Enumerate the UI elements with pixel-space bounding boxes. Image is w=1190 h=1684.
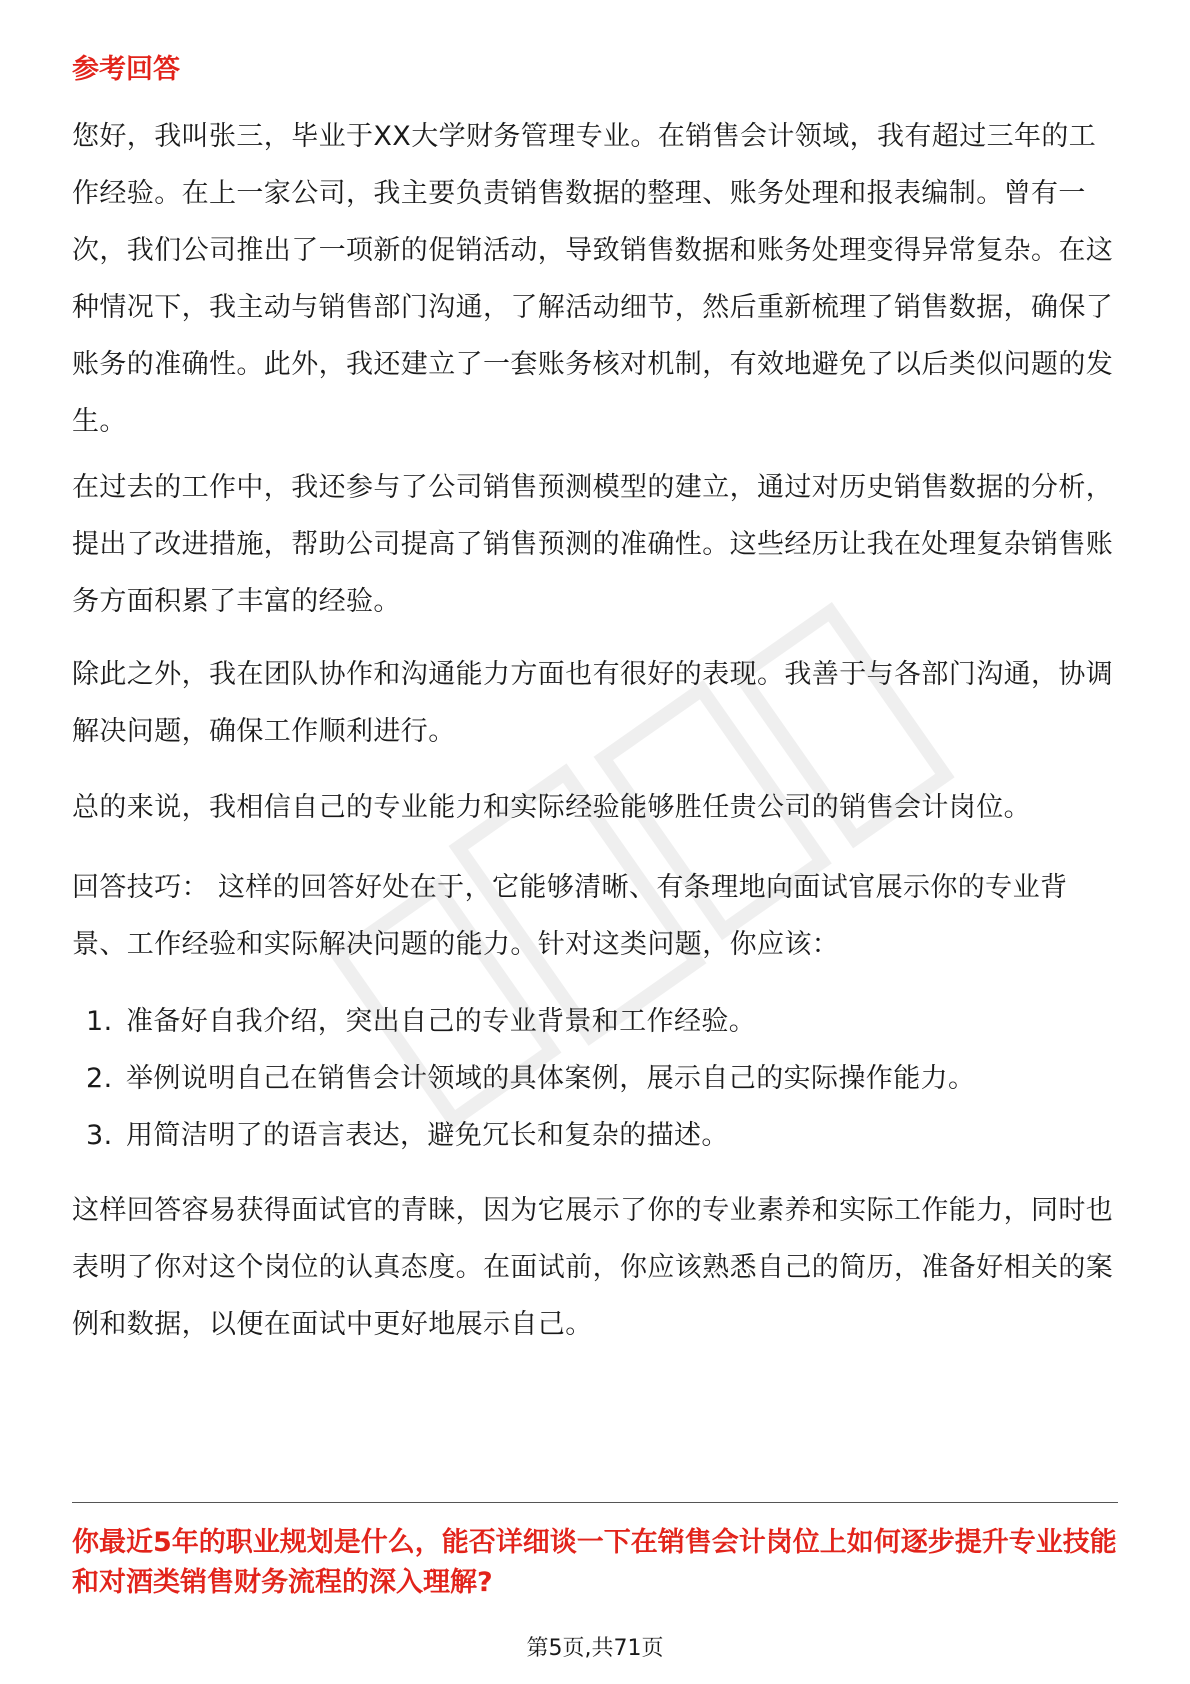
- list-item-number: 2.: [86, 1063, 113, 1094]
- answer-tips-intro: 回答技巧： 这样的回答好处在于，它能够清晰、有条理地向面试官展示你的专业背景、工作经验和实际解决问题的能力。针对这类问题，你应该：: [72, 872, 1068, 960]
- page-number-footer: 第5页,共71页: [526, 1636, 664, 1661]
- list-item-text: 用简洁明了的语言表达，避免冗长和复杂的描述。: [126, 1120, 729, 1151]
- answer-paragraph-4: 总的来说，我相信自己的专业能力和实际经验能够胜任贵公司的销售会计岗位。: [72, 792, 1031, 823]
- tips-list: [72, 993, 1118, 1164]
- answer-paragraph-1: 您好，我叫张三，毕业于XX大学财务管理专业。在销售会计领域，我有超过三年的工作经验。在上一家公司，我主要负责销售数据的整理、账务处理和报表编制。曾有一次，我们公司推出了一项新的促销活动，导致销售数据和账务处理变得异常复杂。在这种情况下，我主动与销售部门沟通，了解活动细节，然后重新梳理了销售数据，确保了账务的准确性。此外，我还建立了一套账务核对机制，有效地避免了以后类似问题的发生。: [72, 121, 1114, 437]
- list-item-text: 准备好自我介绍，突出自己的专业背景和工作经验。: [126, 1006, 757, 1037]
- list-item-number: 1.: [86, 1006, 113, 1037]
- list-item-number: 3.: [86, 1120, 113, 1151]
- section-divider: [72, 1502, 1118, 1503]
- next-question: 你最近5年的职业规划是什么，能否详细谈一下在销售会计岗位上如何逐步提升专业技能和对酒类销售财务流程的深入理解?: [72, 1527, 1117, 1598]
- list-item: [72, 1107, 1118, 1164]
- list-item: [72, 1050, 1118, 1107]
- answer-paragraph-2: 在过去的工作中，我还参与了公司销售预测模型的建立，通过对历史销售数据的分析，提出了改进措施，帮助公司提高了销售预测的准确性。这些经历让我在处理复杂销售账务方面积累了丰富的经验。: [72, 472, 1114, 617]
- list-item-text: 举例说明自己在销售会计领域的具体案例，展示自己的实际操作能力。: [126, 1063, 976, 1094]
- list-item: [72, 993, 1118, 1050]
- closing-paragraph: 这样回答容易获得面试官的青睐，因为它展示了你的专业素养和实际工作能力，同时也表明了你对这个岗位的认真态度。在面试前，你应该熟悉自己的简历，准备好相关的案例和数据，以便在面试中更好地展示自己。: [72, 1195, 1114, 1340]
- answer-paragraph-3: 除此之外，我在团队协作和沟通能力方面也有很好的表现。我善于与各部门沟通，协调解决问题，确保工作顺利进行。: [72, 659, 1114, 747]
- section-title: 参考回答: [72, 54, 180, 85]
